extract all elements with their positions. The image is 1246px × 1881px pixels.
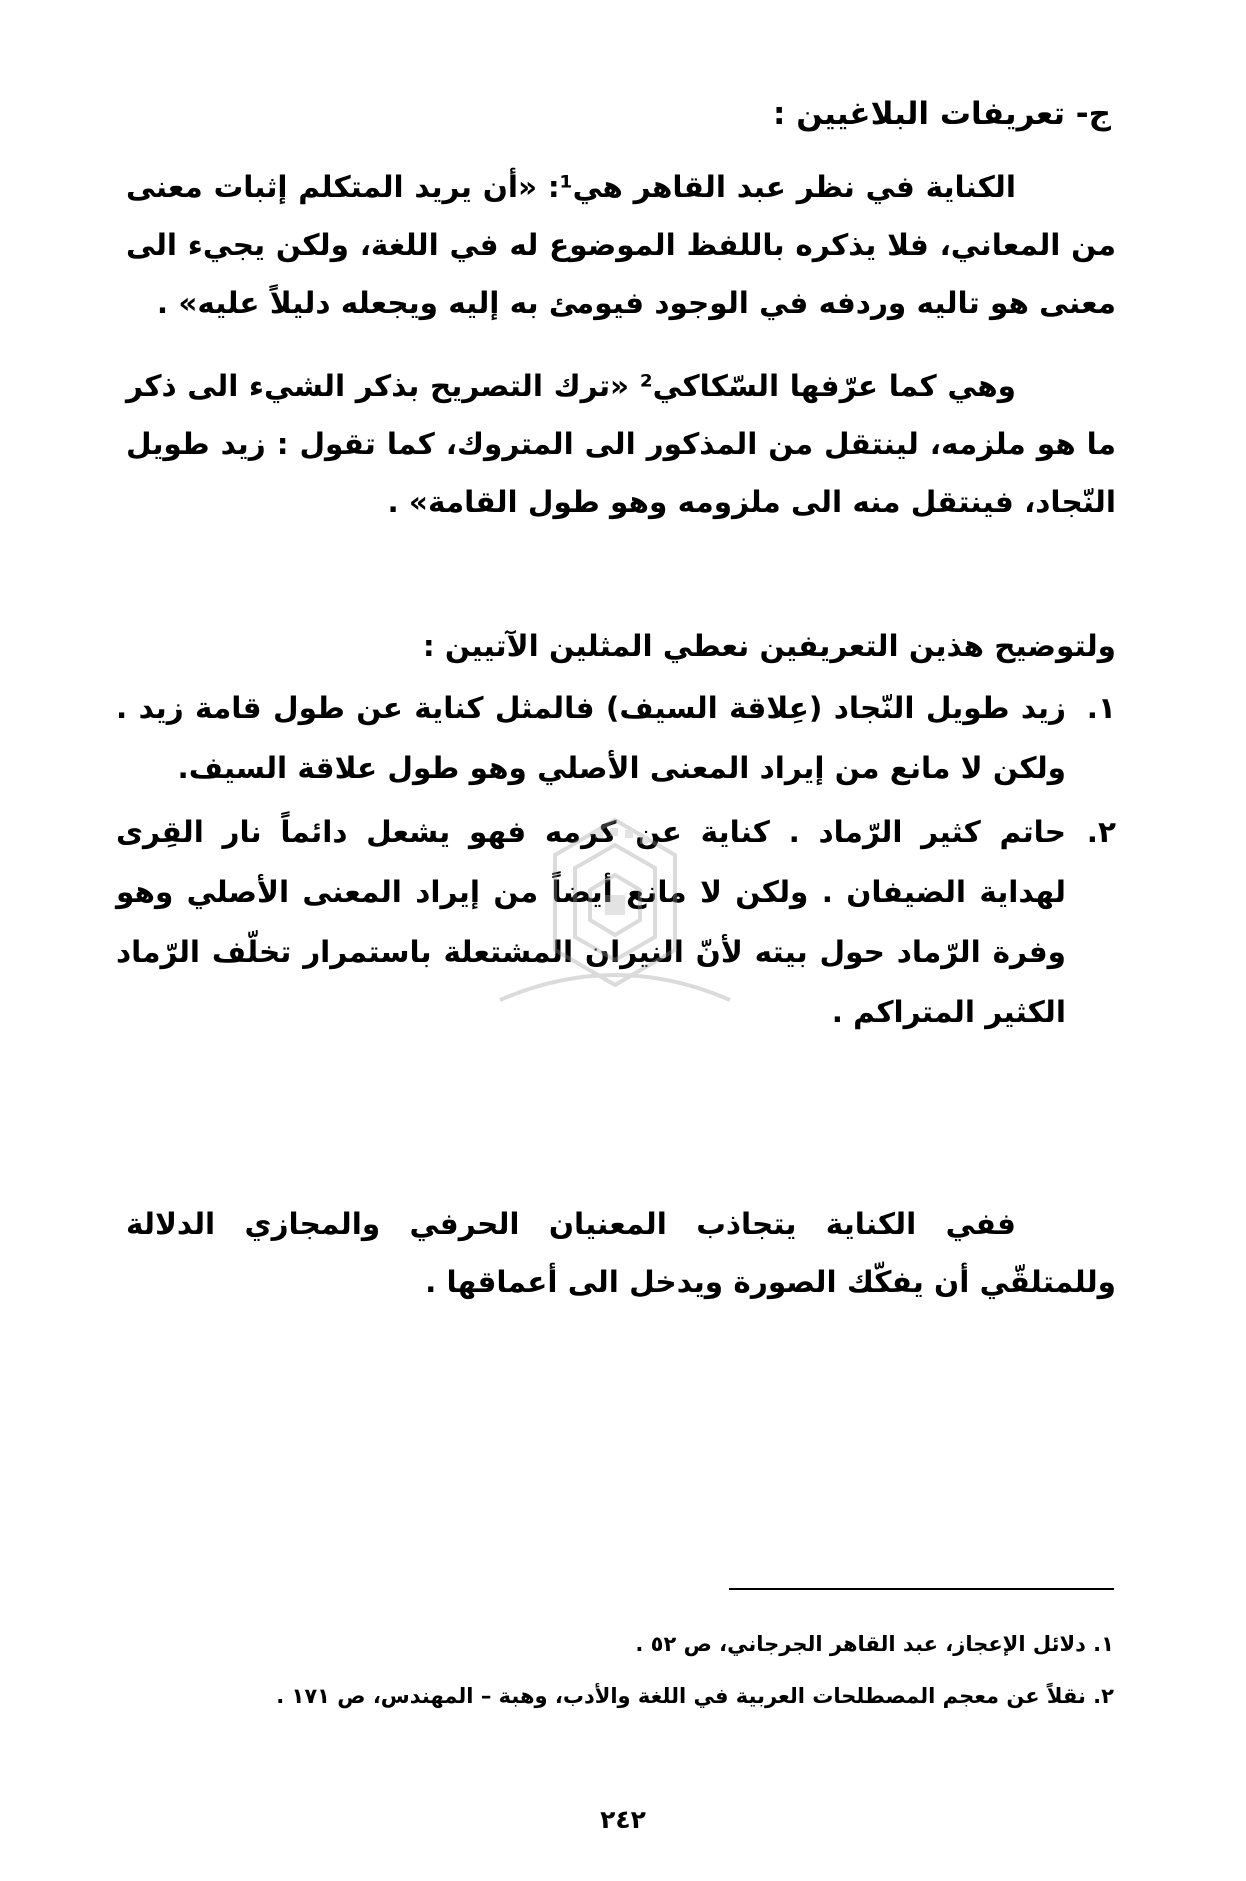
- list-item-text: زيد طويل النّجاد (عِلاقة السيف) فالمثل كناية عن طول قامة زيد . ولكن لا مانع من إيراد المعنى الأصلي وهو طول علاقة السيف.: [116, 691, 1066, 785]
- paragraph-examples-intro: [146, 617, 1116, 675]
- footnotes: [114, 1618, 1114, 1722]
- footnote-divider: [729, 1588, 1114, 1590]
- list-item: [116, 678, 1116, 798]
- paragraph-text: ولتوضيح هذين التعريفين نعطي المثلين الآتيين :: [422, 629, 1116, 663]
- paragraph-text: الكناية في نظر عبد القاهر هي¹: «أن يريد المتكلم إثبات معنى من المعاني، فلا يذكره باللفظ الموضوع له في اللغة، ولكن يجيء الى معنى هو تاليه وردفه في الوجود فيومئ به إليه ويجعله دليلاً عليه» .: [126, 170, 1116, 320]
- paragraph-abdulqahir-definition: [126, 158, 1116, 332]
- library-emblem-watermark-icon: [470, 800, 760, 1050]
- paragraph-conclusion: [126, 1195, 1116, 1311]
- footnote-item: ٢. نقلاً عن معجم المصطلحات العربية في اللغة والأدب، وهبة – المهندس، ص ١٧١ .: [276, 1684, 1114, 1708]
- list-item-text: حاتم كثير الرّماد . كناية عن كرمه فهو يشعل دائماً نار القِرى لهداية الضيفان . ولكن لا مانع أيضاً من إيراد المعنى الأصلي وهو وفرة الرّماد حول بيته لأنّ النيران المشتعلة باستمرار تخلّف الرّماد الكثير المتراكم .: [116, 815, 1066, 1029]
- paragraph-text: ففي الكناية يتجاذب المعنيان الحرفي والمجازي الدلالة وللمتلقّي أن يفكّك الصورة ويدخل الى أعماقها .: [126, 1207, 1116, 1299]
- list-item-number: ٢.: [1086, 815, 1116, 849]
- paragraph-sakkaki-definition: [126, 357, 1116, 531]
- page-number: ٢٤٢: [600, 1805, 646, 1834]
- paragraph-text: وهي كما عرّفها السّكاكي² «ترك التصريح بذكر الشيء الى ذكر ما هو ملزمه، لينتقل من المذكور الى المتروك، كما تقول : زيد طويل النّجاد، فينتقل منه الى ملزومه وهو طول القامة» .: [126, 369, 1116, 519]
- footnote-item: ١. دلائل الإعجاز، عبد القاهر الجرجاني، ص ٥٢ .: [635, 1632, 1114, 1656]
- section-heading: ج- تعريفات البلاغيين :: [773, 96, 1111, 132]
- list-item-number: ١.: [1086, 691, 1116, 725]
